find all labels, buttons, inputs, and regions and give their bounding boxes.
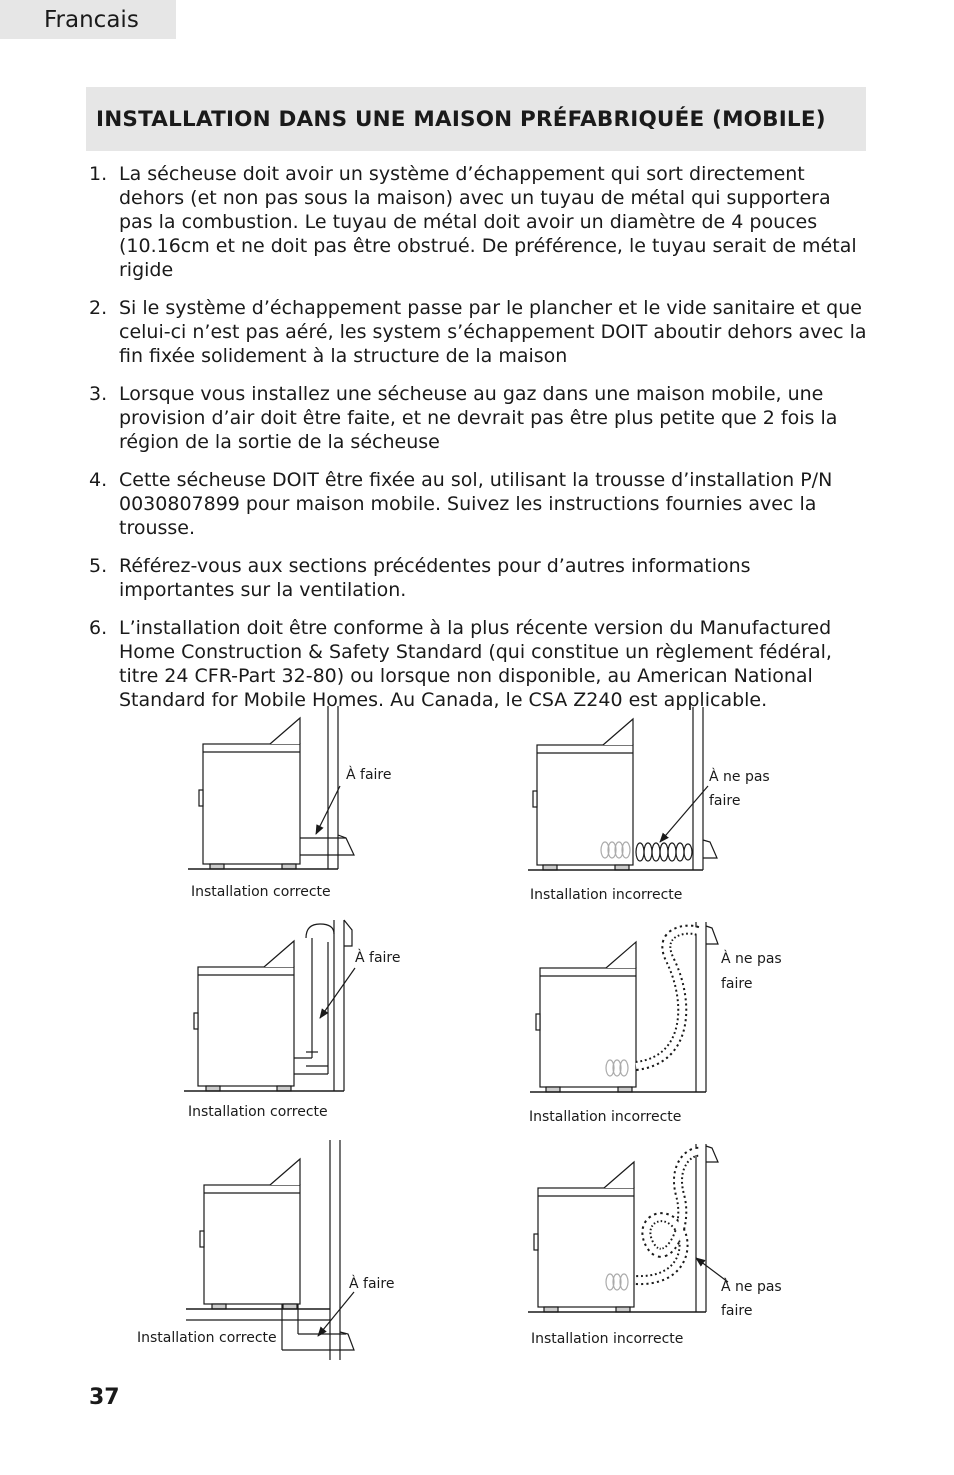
diagram-note-line1: À ne pas bbox=[721, 951, 782, 967]
language-tab: Francais bbox=[0, 0, 176, 39]
diagram-note: À faire bbox=[349, 1276, 395, 1292]
instruction-step: 6. L’installation doit être conforme à la plus récente version du Manufactured Home Construction & Safety Standard (qui constitue un règlement fédéral, titre 24 CFR-Part 32-80) ou lorsque non disponible, au American National Standard for Mobile Homes. Au Canada, le CSA Z240 est applicable. bbox=[89, 617, 832, 711]
diagram-note-line1: À ne pas bbox=[709, 769, 770, 785]
page-number: 37 bbox=[89, 1385, 120, 1410]
diagram-caption: Installation incorrecte bbox=[529, 1109, 682, 1125]
dryer-illustration bbox=[533, 719, 633, 870]
diagram-caption: Installation correcte bbox=[191, 884, 331, 900]
instruction-step: 5. Référez-vous aux sections précédentes pour d’autres informations importantes sur la ventilation. bbox=[89, 555, 751, 601]
dryer-illustration bbox=[200, 1159, 300, 1309]
diagram-incorrect-long-flexible bbox=[530, 922, 718, 1092]
diagram-caption: Installation correcte bbox=[137, 1330, 277, 1346]
diagram-correct-horizontal bbox=[188, 706, 354, 869]
diagram-note: À faire bbox=[355, 950, 401, 966]
diagram-caption: Installation incorrecte bbox=[531, 1331, 684, 1347]
diagram-incorrect-coiled bbox=[528, 1144, 728, 1312]
diagram-note-line1: À ne pas bbox=[721, 1279, 782, 1295]
diagram-incorrect-flexible bbox=[528, 707, 717, 870]
vent-pipe bbox=[294, 920, 352, 1074]
instruction-step: 2. Si le système d’échappement passe par le plancher et le vide sanitaire et que celui-ci n’est pas aéré, les system s’échappement DOIT aboutir dehors avec la fin fixée solidement à la structure de la maison bbox=[89, 297, 867, 367]
dryer-illustration bbox=[194, 941, 294, 1091]
dryer-illustration bbox=[199, 718, 300, 869]
diagram-caption: Installation correcte bbox=[188, 1104, 328, 1120]
vent-pipe bbox=[282, 1304, 354, 1350]
instruction-step: 3. Lorsque vous installez une sécheuse au gaz dans une maison mobile, une provision d’air doit être faite, et ne devrait pas être plus petite que 2 fois la région de la sortie de la sécheuse bbox=[89, 383, 838, 453]
instruction-step: 4. Cette sécheuse DOIT être fixée au sol, utilisant la trousse d’installation P/N 0030807899 pour maison mobile. Suivez les instructions fournies avec la trousse. bbox=[89, 469, 833, 539]
diagram-caption: Installation incorrecte bbox=[530, 887, 683, 903]
vent-pipe bbox=[300, 835, 354, 855]
diagram-note-line2: faire bbox=[709, 793, 741, 809]
instruction-step: 1. La sécheuse doit avoir un système d’échappement qui sort directement dehors (et non pas sous la maison) avec un tuyau de métal qui supportera pas la combustion. Le tuyau de métal doit avoir un diamètre de 4 pouces (10.16cm et ne doit pas être obstrué. De préférence, le tuyau serait de métal rigide bbox=[89, 163, 857, 281]
diagram-correct-through-floor bbox=[186, 1140, 354, 1360]
section-title: INSTALLATION DANS UNE MAISON PRÉFABRIQUÉE (MOBILE) bbox=[96, 107, 826, 132]
diagram-note: À faire bbox=[346, 767, 392, 783]
diagram-note-line2: faire bbox=[721, 976, 753, 992]
diagram-correct-vertical bbox=[184, 920, 355, 1091]
diagram-note-line2: faire bbox=[721, 1303, 753, 1319]
